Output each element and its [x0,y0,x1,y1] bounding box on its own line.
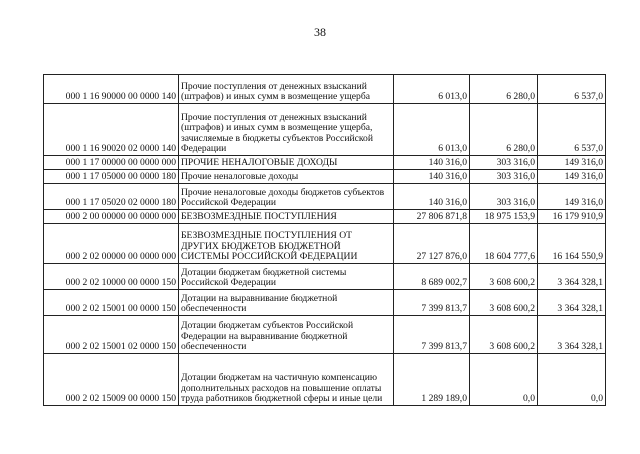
row-code: 000 1 16 90020 02 0000 140 [44,104,179,156]
row-code: 000 1 16 90000 00 0000 140 [44,75,179,104]
row-value-2: 3 608 600,2 [470,264,538,290]
table-row [44,184,606,210]
row-value-3: 16 164 550,9 [538,224,606,264]
row-name: ПРОЧИЕ НЕНАЛОГОВЫЕ ДОХОДЫ [179,156,394,170]
row-value-1: 6 013,0 [394,104,470,156]
row-value-3: 3 364 328,1 [538,290,606,316]
row-value-2: 3 608 600,2 [470,290,538,316]
row-value-2: 303 316,0 [470,156,538,170]
row-code: 000 2 02 15009 00 0000 150 [44,354,179,406]
row-name: Прочие неналоговые доходы бюджетов субъектов Российской Федерации [179,184,394,210]
row-value-1: 140 316,0 [394,184,470,210]
row-value-1: 8 689 002,7 [394,264,470,290]
row-value-2: 303 316,0 [470,170,538,184]
table-row [44,170,606,184]
row-value-3: 149 316,0 [538,170,606,184]
row-code: 000 1 17 05020 02 0000 180 [44,184,179,210]
table-row [44,354,606,406]
row-value-2: 0,0 [470,354,538,406]
row-value-1: 7 399 813,7 [394,290,470,316]
row-name: Дотации бюджетам бюджетной системы Российской Федерации [179,264,394,290]
row-value-2: 303 316,0 [470,184,538,210]
revenue-table [43,74,606,406]
row-value-1: 27 806 871,8 [394,210,470,224]
row-value-3: 149 316,0 [538,156,606,170]
row-value-3: 0,0 [538,354,606,406]
row-code: 000 2 02 15001 02 0000 150 [44,316,179,354]
row-value-2: 6 280,0 [470,75,538,104]
row-value-1: 140 316,0 [394,170,470,184]
row-value-1: 1 289 189,0 [394,354,470,406]
row-name: БЕЗВОЗМЕЗДНЫЕ ПОСТУПЛЕНИЯ ОТ ДРУГИХ БЮДЖЕТОВ БЮДЖЕТНОЙ СИСТЕМЫ РОССИЙСКОЙ ФЕДЕРАЦИИ [179,224,394,264]
row-code: 000 1 17 00000 00 0000 000 [44,156,179,170]
row-code: 000 1 17 05000 00 0000 180 [44,170,179,184]
row-value-2: 18 604 777,6 [470,224,538,264]
row-value-3: 3 364 328,1 [538,316,606,354]
row-value-3: 16 179 910,9 [538,210,606,224]
row-value-1: 140 316,0 [394,156,470,170]
table-row [44,75,606,104]
row-value-2: 6 280,0 [470,104,538,156]
row-value-1: 6 013,0 [394,75,470,104]
page-number: 38 [314,25,326,39]
row-name: Прочие поступления от денежных взысканий (штрафов) и иных сумм в возмещение ущерба, зачисляемые в бюджеты субъектов Российской Федерации [179,104,394,156]
row-value-3: 6 537,0 [538,104,606,156]
row-value-2: 3 608 600,2 [470,316,538,354]
row-name: Дотации бюджетам субъектов Российской Федерации на выравнивание бюджетной обеспеченности [179,316,394,354]
table-row [44,316,606,354]
table-row [44,210,606,224]
table-row [44,290,606,316]
row-code: 000 2 02 15001 00 0000 150 [44,290,179,316]
row-name: БЕЗВОЗМЕЗДНЫЕ ПОСТУПЛЕНИЯ [179,210,394,224]
row-value-1: 7 399 813,7 [394,316,470,354]
row-code: 000 2 02 10000 00 0000 150 [44,264,179,290]
row-name: Дотации бюджетам на частичную компенсацию дополнительных расходов на повышение оплаты труда работников бюджетной сферы и иные цели [179,354,394,406]
row-value-3: 3 364 328,1 [538,264,606,290]
row-code: 000 2 02 00000 00 0000 000 [44,224,179,264]
row-value-3: 149 316,0 [538,184,606,210]
row-name: Дотации на выравнивание бюджетной обеспеченности [179,290,394,316]
row-name: Прочие поступления от денежных взысканий (штрафов) и иных сумм в возмещение ущерба [179,75,394,104]
table-row [44,224,606,264]
table-row [44,104,606,156]
row-name: Прочие неналоговые доходы [179,170,394,184]
row-code: 000 2 00 00000 00 0000 000 [44,210,179,224]
row-value-3: 6 537,0 [538,75,606,104]
table-row [44,156,606,170]
table-row [44,264,606,290]
row-value-2: 18 975 153,9 [470,210,538,224]
row-value-1: 27 127 876,0 [394,224,470,264]
